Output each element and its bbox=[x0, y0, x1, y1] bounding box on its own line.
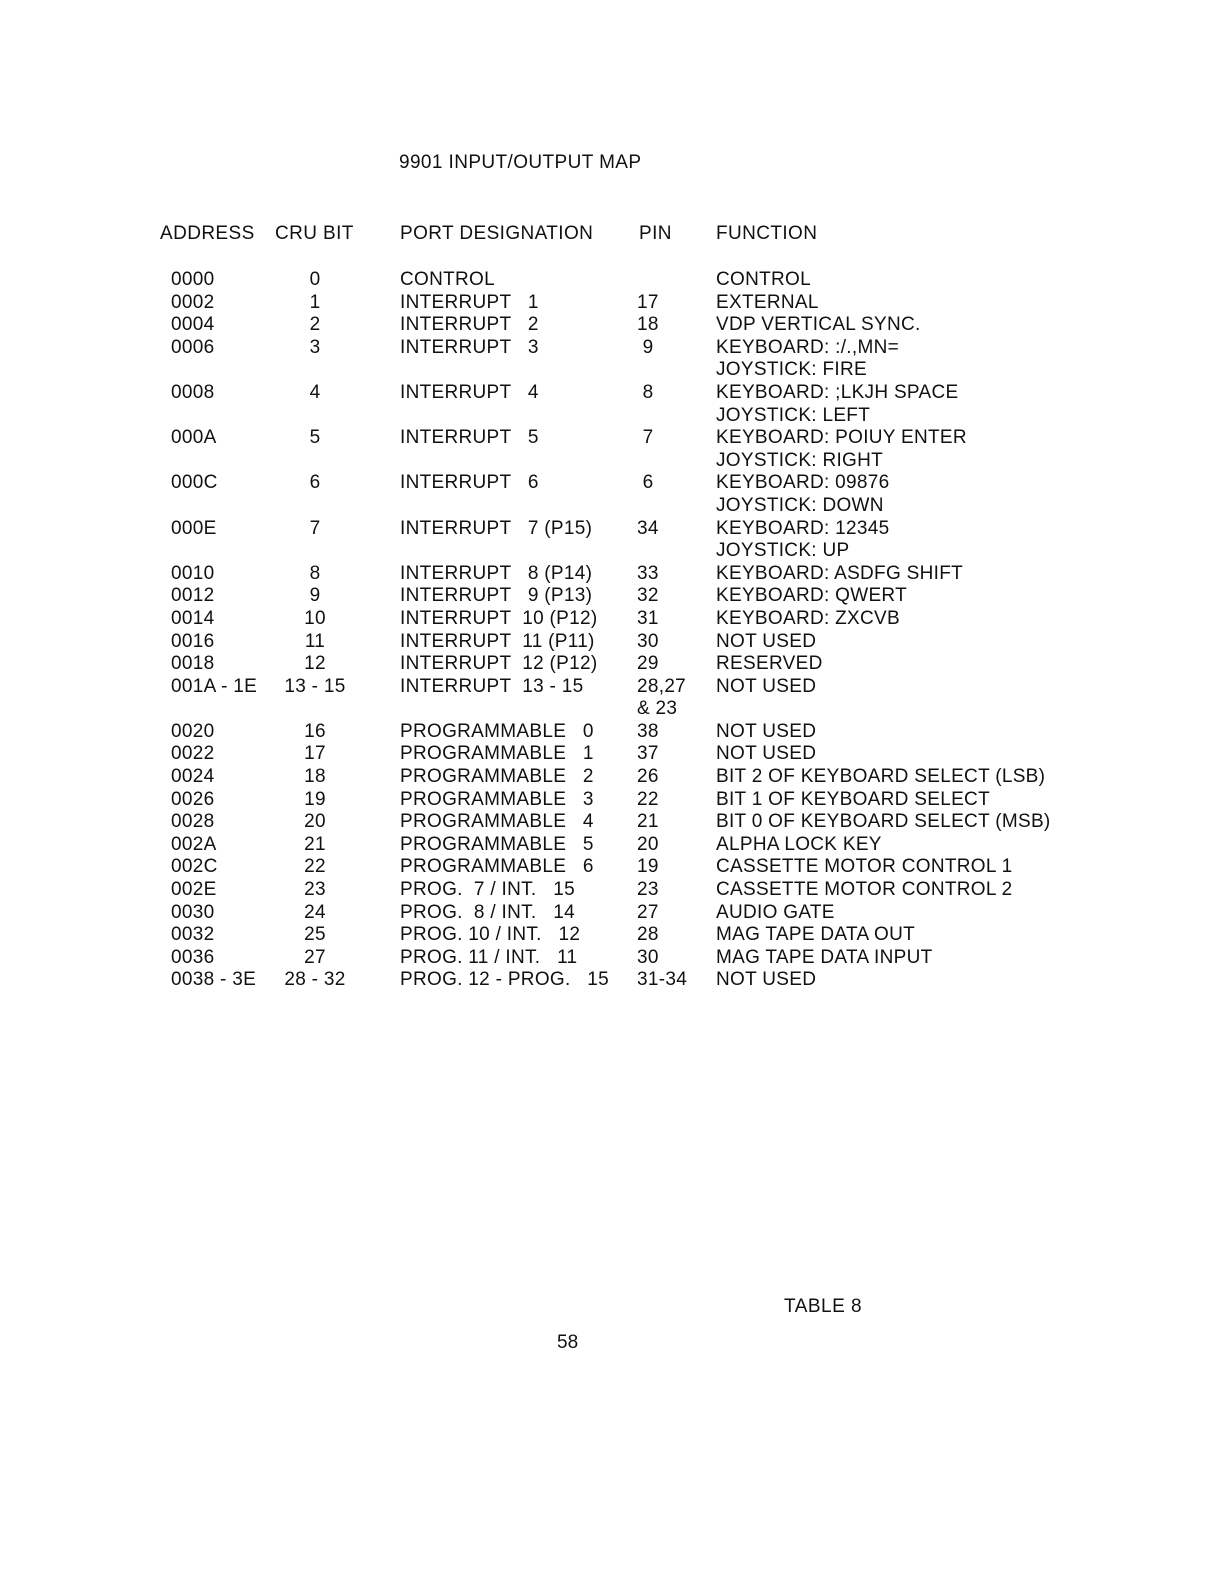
header-pin: PIN bbox=[639, 223, 672, 244]
pin-cell bbox=[637, 856, 709, 879]
cru-bit-cell: 17 bbox=[304, 743, 326, 765]
table-row bbox=[0, 743, 1224, 766]
page-number: 58 bbox=[557, 1332, 579, 1353]
function-cell bbox=[716, 653, 1196, 676]
cru-bit-cell: 13 - 15 bbox=[284, 675, 346, 697]
pin-cell bbox=[637, 902, 709, 925]
port-designation-cell: INTERRUPT 2 bbox=[400, 314, 539, 336]
port-designation-cell: INTERRUPT 10 (P12) bbox=[400, 607, 598, 629]
pin-cell bbox=[637, 743, 709, 766]
function-cell bbox=[716, 743, 1196, 766]
address-cell: 0016 bbox=[171, 630, 215, 652]
function-cell bbox=[716, 879, 1196, 902]
address-cell: 0030 bbox=[171, 901, 215, 923]
table-row bbox=[0, 947, 1224, 970]
cru-bit-cell: 0 bbox=[309, 269, 321, 290]
pin-line: 28 bbox=[637, 924, 659, 946]
pin-line: 19 bbox=[637, 856, 659, 878]
cru-bit-cell: 8 bbox=[309, 562, 321, 584]
pin-line: 29 bbox=[637, 653, 659, 675]
function-line: KEYBOARD: 12345 bbox=[716, 517, 890, 539]
pin-line: 21 bbox=[637, 811, 659, 833]
pin-cell bbox=[637, 653, 709, 676]
port-designation-cell: PROGRAMMABLE 0 bbox=[400, 720, 594, 742]
function-line: NOT USED bbox=[716, 675, 817, 697]
function-line: MAG TAPE DATA OUT bbox=[716, 924, 915, 946]
table-row bbox=[0, 811, 1224, 834]
cru-bit-cell: 19 bbox=[304, 788, 326, 810]
address-cell: 0024 bbox=[171, 766, 215, 788]
cru-bit-cell: 18 bbox=[304, 766, 326, 788]
function-line: CONTROL bbox=[716, 269, 811, 290]
function-line: KEYBOARD: QWERT bbox=[716, 585, 908, 607]
address-cell: 0026 bbox=[171, 788, 215, 810]
page-title: 9901 INPUT/OUTPUT MAP bbox=[399, 152, 642, 173]
table-row bbox=[0, 608, 1224, 631]
cru-bit-cell: 23 bbox=[304, 879, 326, 901]
function-line: KEYBOARD: POIUY ENTER bbox=[716, 427, 967, 449]
address-cell: 0020 bbox=[171, 720, 215, 742]
header-function: FUNCTION bbox=[716, 223, 818, 244]
pin-cell bbox=[637, 518, 709, 541]
function-line: RESERVED bbox=[716, 653, 823, 675]
pin-cell bbox=[637, 631, 709, 654]
port-designation-cell: INTERRUPT 8 (P14) bbox=[400, 562, 593, 584]
pin-cell bbox=[637, 382, 709, 405]
address-cell: 0010 bbox=[171, 562, 215, 584]
pin-cell bbox=[637, 834, 709, 857]
table-row bbox=[0, 518, 1224, 563]
table-row bbox=[0, 472, 1224, 517]
table-row bbox=[0, 721, 1224, 744]
function-cell bbox=[716, 518, 1196, 563]
function-cell bbox=[716, 811, 1196, 834]
port-designation-cell: PROGRAMMABLE 2 bbox=[400, 766, 594, 788]
pin-cell bbox=[637, 563, 709, 586]
pin-cell bbox=[637, 472, 709, 495]
function-line: BIT 0 OF KEYBOARD SELECT (MSB) bbox=[716, 811, 1051, 833]
pin-cell bbox=[637, 314, 709, 337]
table-row bbox=[0, 902, 1224, 925]
port-designation-cell: INTERRUPT 3 bbox=[400, 336, 539, 358]
function-cell bbox=[716, 292, 1196, 315]
function-line: ALPHA LOCK KEY bbox=[716, 833, 882, 855]
address-cell: 000C bbox=[171, 472, 218, 494]
pin-cell bbox=[637, 292, 709, 315]
port-designation-cell: INTERRUPT 1 bbox=[400, 291, 539, 313]
pin-cell bbox=[637, 676, 709, 721]
pin-line: 30 bbox=[637, 946, 659, 968]
function-line: KEYBOARD: ;LKJH SPACE bbox=[716, 381, 959, 403]
cru-bit-cell: 9 bbox=[309, 585, 321, 607]
function-line: CASSETTE MOTOR CONTROL 2 bbox=[716, 879, 1013, 901]
cru-bit-cell: 27 bbox=[304, 946, 326, 968]
function-line: AUDIO GATE bbox=[716, 901, 835, 923]
pin-line: 17 bbox=[637, 291, 659, 313]
port-designation-cell: CONTROL bbox=[400, 269, 495, 290]
cru-bit-cell: 4 bbox=[309, 381, 321, 403]
table-row bbox=[0, 563, 1224, 586]
address-cell: 002A bbox=[171, 833, 217, 855]
cru-bit-cell: 28 - 32 bbox=[284, 969, 346, 991]
function-cell bbox=[716, 427, 1196, 472]
pin-line: 26 bbox=[637, 766, 659, 788]
address-cell: 0006 bbox=[171, 336, 215, 358]
pin-line: 34 bbox=[637, 517, 659, 539]
pin-cell bbox=[637, 811, 709, 834]
function-line: JOYSTICK: RIGHT bbox=[716, 449, 884, 471]
cru-bit-cell: 11 bbox=[304, 630, 326, 652]
pin-line: 23 bbox=[637, 879, 659, 901]
table-row bbox=[0, 292, 1224, 315]
address-cell: 0028 bbox=[171, 811, 215, 833]
port-designation-cell: INTERRUPT 12 (P12) bbox=[400, 653, 598, 675]
table-row bbox=[0, 766, 1224, 789]
pin-line: 18 bbox=[637, 314, 659, 336]
port-designation-cell: PROG. 11 / INT. 11 bbox=[400, 946, 578, 968]
cru-bit-cell: 12 bbox=[304, 653, 326, 675]
function-line: BIT 2 OF KEYBOARD SELECT (LSB) bbox=[716, 766, 1046, 788]
function-line: KEYBOARD: ZXCVB bbox=[716, 607, 900, 629]
table-header-row bbox=[0, 223, 1224, 247]
function-cell bbox=[716, 924, 1196, 947]
port-designation-cell: INTERRUPT 13 - 15 bbox=[400, 675, 584, 697]
pin-cell bbox=[637, 585, 709, 608]
pin-cell bbox=[637, 879, 709, 902]
address-cell: 0022 bbox=[171, 743, 215, 765]
function-cell bbox=[716, 608, 1196, 631]
pin-line: 33 bbox=[637, 562, 659, 584]
pin-line: 28,27 bbox=[637, 675, 687, 697]
port-designation-cell: INTERRUPT 11 (P11) bbox=[400, 630, 595, 652]
cru-bit-cell: 1 bbox=[309, 291, 321, 313]
table-row bbox=[0, 969, 1224, 992]
port-designation-cell: PROG. 8 / INT. 14 bbox=[400, 901, 575, 923]
function-cell bbox=[716, 834, 1196, 857]
pin-cell bbox=[637, 789, 709, 812]
pin-line: 38 bbox=[637, 720, 659, 742]
cru-bit-cell: 5 bbox=[309, 427, 321, 449]
pin-line: 7 bbox=[637, 427, 654, 449]
pin-line: 31-34 bbox=[637, 969, 688, 991]
table-row bbox=[0, 789, 1224, 812]
address-cell: 0012 bbox=[171, 585, 215, 607]
table-row bbox=[0, 269, 1224, 292]
table-row bbox=[0, 879, 1224, 902]
cru-bit-cell: 25 bbox=[304, 924, 326, 946]
pin-line: 27 bbox=[637, 901, 659, 923]
pin-cell bbox=[637, 969, 709, 992]
function-cell bbox=[716, 856, 1196, 879]
pin-cell bbox=[637, 337, 709, 360]
table-row bbox=[0, 382, 1224, 427]
function-cell bbox=[716, 585, 1196, 608]
table-row bbox=[0, 676, 1224, 721]
function-line: NOT USED bbox=[716, 720, 817, 742]
function-cell bbox=[716, 676, 1196, 699]
function-cell bbox=[716, 969, 1196, 992]
port-designation-cell: INTERRUPT 9 (P13) bbox=[400, 585, 593, 607]
cru-bit-cell: 16 bbox=[304, 720, 326, 742]
table-row bbox=[0, 834, 1224, 857]
pin-line: 6 bbox=[637, 472, 654, 494]
function-cell bbox=[716, 337, 1196, 382]
cru-bit-cell: 21 bbox=[304, 833, 326, 855]
port-designation-cell: PROGRAMMABLE 1 bbox=[400, 743, 594, 765]
pin-line: 22 bbox=[637, 788, 659, 810]
table-row bbox=[0, 427, 1224, 472]
table-row bbox=[0, 856, 1224, 879]
header-cru-bit: CRU BIT bbox=[275, 223, 354, 244]
header-address: ADDRESS bbox=[160, 223, 255, 244]
function-cell bbox=[716, 766, 1196, 789]
port-designation-cell: INTERRUPT 5 bbox=[400, 427, 539, 449]
table-row bbox=[0, 337, 1224, 382]
port-designation-cell: PROG. 7 / INT. 15 bbox=[400, 879, 575, 901]
pin-cell bbox=[637, 721, 709, 744]
pin-cell bbox=[637, 924, 709, 947]
function-cell bbox=[716, 314, 1196, 337]
header-port-designation: PORT DESIGNATION bbox=[400, 223, 594, 244]
table-label: TABLE 8 bbox=[784, 1296, 863, 1317]
pin-line: 8 bbox=[637, 381, 654, 403]
cru-bit-cell: 2 bbox=[309, 314, 321, 336]
function-cell bbox=[716, 472, 1196, 517]
address-cell: 0004 bbox=[171, 314, 215, 336]
pin-line: 31 bbox=[637, 607, 659, 629]
address-cell: 0018 bbox=[171, 653, 215, 675]
pin-line: 9 bbox=[637, 336, 654, 358]
address-cell: 0032 bbox=[171, 924, 215, 946]
function-cell bbox=[716, 947, 1196, 970]
port-designation-cell: PROGRAMMABLE 4 bbox=[400, 811, 594, 833]
pin-line: 32 bbox=[637, 585, 659, 607]
function-cell bbox=[716, 563, 1196, 586]
port-designation-cell: PROG. 10 / INT. 12 bbox=[400, 924, 581, 946]
pin-line: 37 bbox=[637, 743, 659, 765]
function-cell bbox=[716, 382, 1196, 427]
address-cell: 002C bbox=[171, 856, 218, 878]
table-row bbox=[0, 585, 1224, 608]
cru-bit-cell: 3 bbox=[309, 336, 321, 358]
table-row bbox=[0, 631, 1224, 654]
function-line: JOYSTICK: FIRE bbox=[716, 359, 867, 381]
function-line: CASSETTE MOTOR CONTROL 1 bbox=[716, 856, 1013, 878]
pin-cell bbox=[637, 608, 709, 631]
function-line: BIT 1 OF KEYBOARD SELECT bbox=[716, 788, 990, 810]
cru-bit-cell: 10 bbox=[304, 607, 326, 629]
function-line: NOT USED bbox=[716, 969, 817, 991]
cru-bit-cell: 7 bbox=[309, 517, 321, 539]
function-line: NOT USED bbox=[716, 743, 817, 765]
address-cell: 0000 bbox=[171, 269, 215, 290]
function-line: KEYBOARD: ASDFG SHIFT bbox=[716, 562, 964, 584]
address-cell: 002E bbox=[171, 879, 217, 901]
pin-line: & 23 bbox=[637, 698, 678, 720]
function-line: MAG TAPE DATA INPUT bbox=[716, 946, 933, 968]
pin-line: 30 bbox=[637, 630, 659, 652]
function-line: JOYSTICK: UP bbox=[716, 540, 850, 562]
pin-line: 20 bbox=[637, 833, 659, 855]
function-line: NOT USED bbox=[716, 630, 817, 652]
cru-bit-cell: 20 bbox=[304, 811, 326, 833]
port-designation-cell: INTERRUPT 6 bbox=[400, 472, 539, 494]
function-line: VDP VERTICAL SYNC. bbox=[716, 314, 921, 336]
function-cell bbox=[716, 721, 1196, 744]
table-row bbox=[0, 653, 1224, 676]
port-designation-cell: INTERRUPT 4 bbox=[400, 381, 539, 403]
function-cell bbox=[716, 631, 1196, 654]
address-cell: 0036 bbox=[171, 946, 215, 968]
io-map-table bbox=[0, 269, 1224, 992]
pin-cell bbox=[637, 427, 709, 450]
address-cell: 0002 bbox=[171, 291, 215, 313]
address-cell: 000A bbox=[171, 427, 217, 449]
cru-bit-cell: 22 bbox=[304, 856, 326, 878]
function-line: KEYBOARD: 09876 bbox=[716, 472, 890, 494]
function-line: KEYBOARD: :/.,MN= bbox=[716, 336, 900, 358]
port-designation-cell: INTERRUPT 7 (P15) bbox=[400, 517, 593, 539]
port-designation-cell: PROG. 12 - PROG. 15 bbox=[400, 969, 610, 991]
pin-cell bbox=[637, 766, 709, 789]
function-line: EXTERNAL bbox=[716, 291, 819, 313]
port-designation-cell: PROGRAMMABLE 3 bbox=[400, 788, 594, 810]
address-cell: 0038 - 3E bbox=[171, 969, 257, 991]
port-designation-cell: PROGRAMMABLE 5 bbox=[400, 833, 594, 855]
address-cell: 0014 bbox=[171, 607, 215, 629]
function-cell bbox=[716, 269, 1196, 292]
address-cell: 001A - 1E bbox=[171, 675, 258, 697]
table-row bbox=[0, 924, 1224, 947]
address-cell: 000E bbox=[171, 517, 217, 539]
port-designation-cell: PROGRAMMABLE 6 bbox=[400, 856, 594, 878]
function-cell bbox=[716, 902, 1196, 925]
pin-cell bbox=[637, 947, 709, 970]
table-row bbox=[0, 314, 1224, 337]
function-line: JOYSTICK: DOWN bbox=[716, 494, 884, 516]
cru-bit-cell: 24 bbox=[304, 901, 326, 923]
function-cell bbox=[716, 789, 1196, 812]
address-cell: 0008 bbox=[171, 381, 215, 403]
cru-bit-cell: 6 bbox=[309, 472, 321, 494]
function-line: JOYSTICK: LEFT bbox=[716, 404, 871, 426]
